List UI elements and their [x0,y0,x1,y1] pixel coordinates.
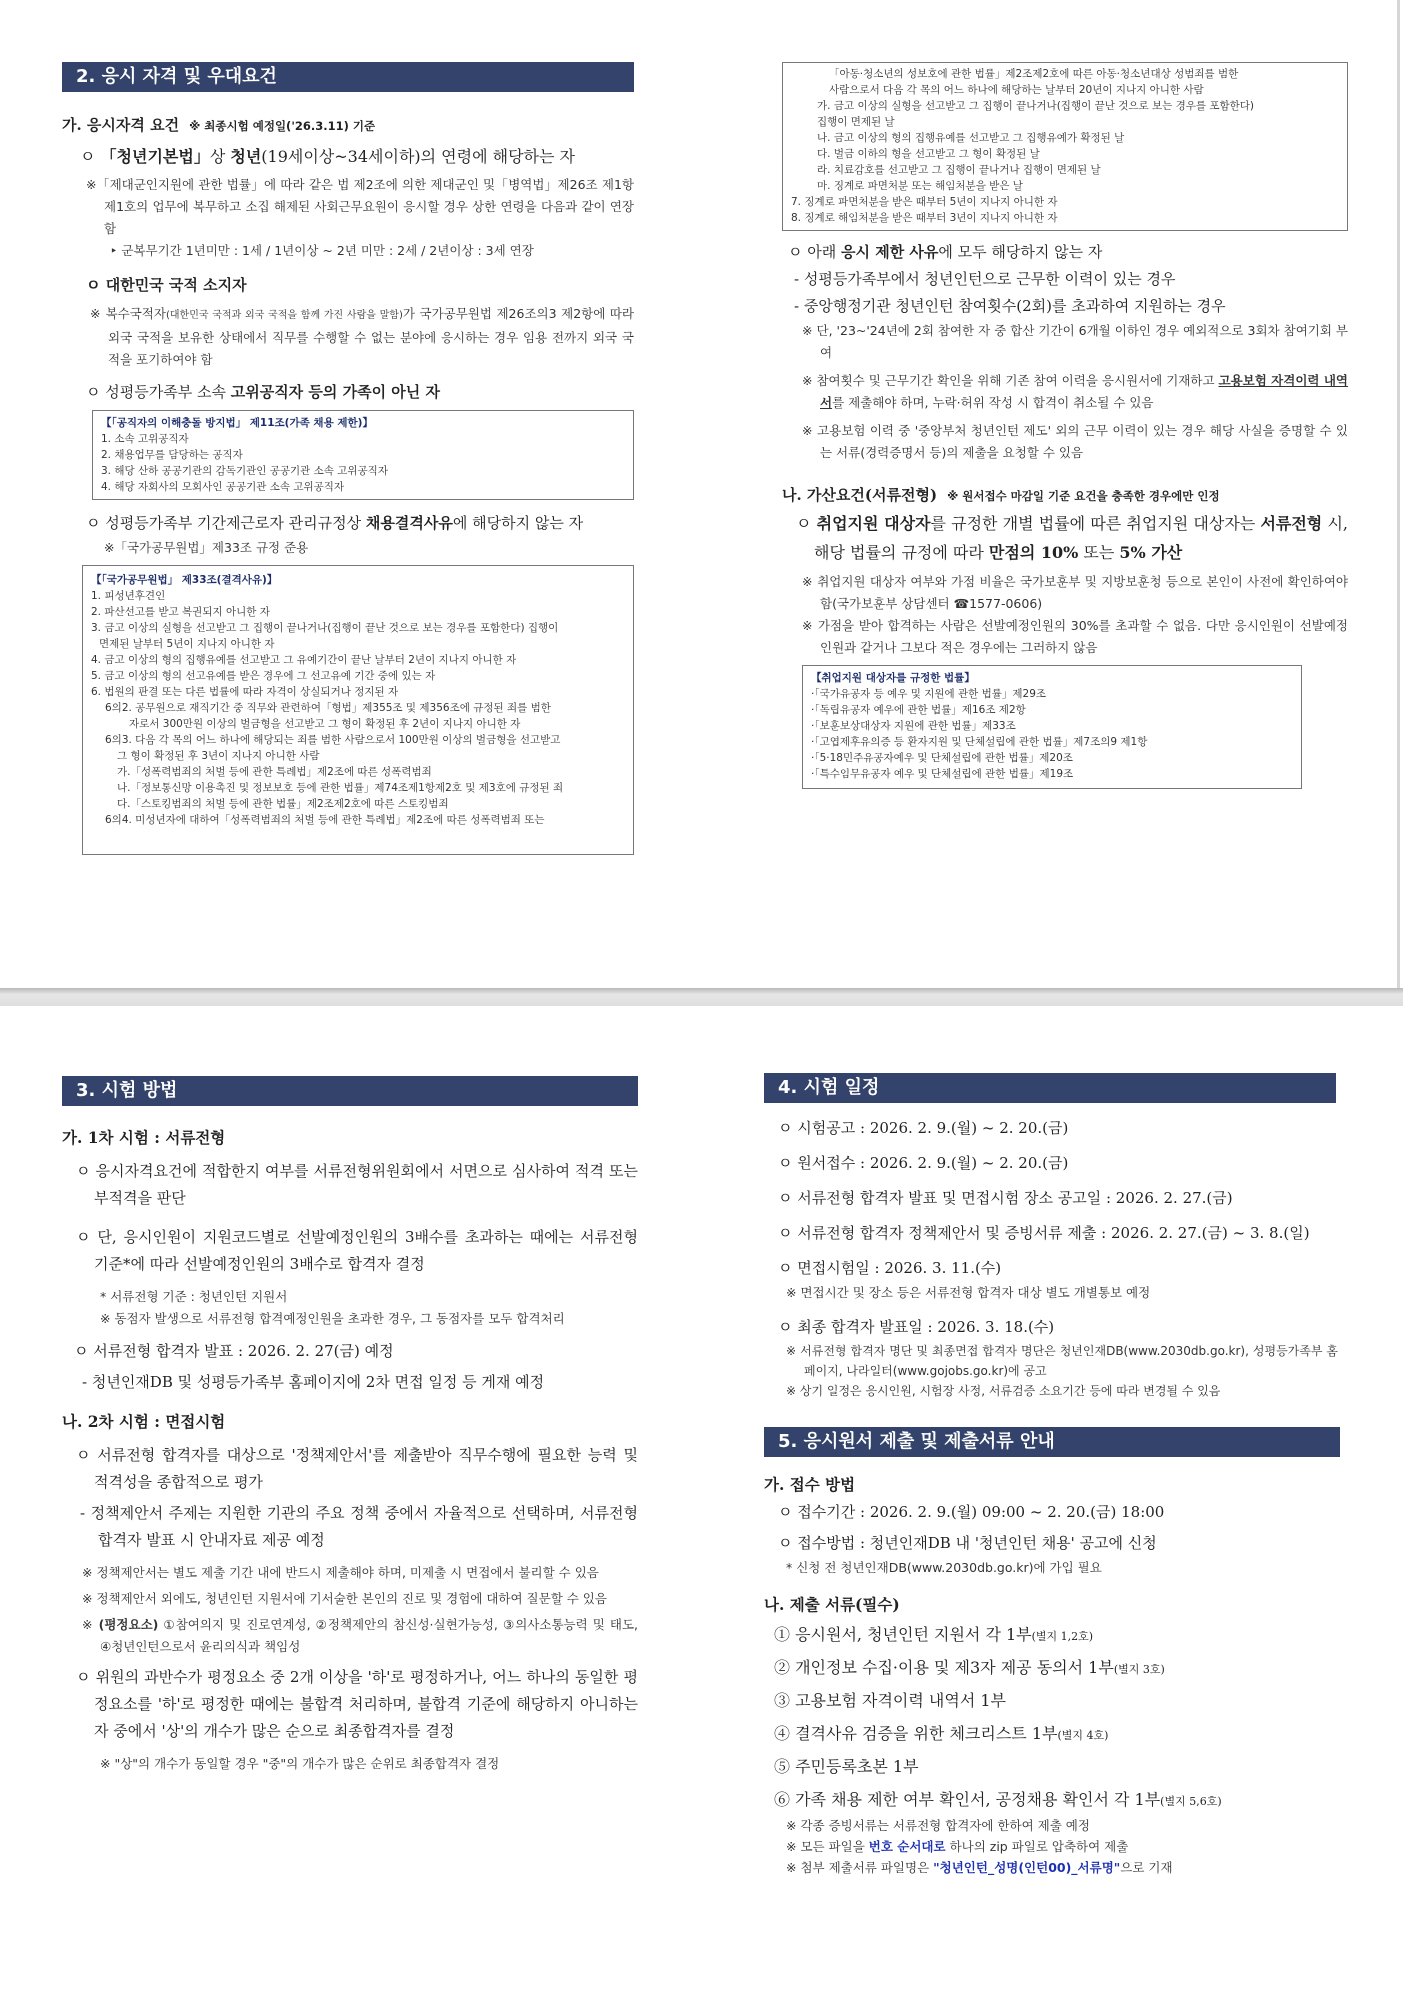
docs-note-1: ※ 각종 증빙서류는 서류전형 합격자에 한하여 제출 예정 [786,1818,1090,1833]
military-service-bullet: ‣ 군복무기간 1년미만 : 1세 / 1년이상 ~ 2년 미만 : 2세 / 2년이상 : 3세 연장 [110,243,534,258]
page-separator [0,988,1403,1006]
application-method-note: * 신청 전 청년인재DB(www.2030db.go.kr)에 가입 필요 [786,1560,1102,1575]
evaluation-criteria-note: ※ (평정요소) ①참여의지 및 진로연계성, ②정책제안의 참신성·실현가능성, ③의사소통능력 및 태도, ④청년인턴으로서 윤리의식과 책임성 [82,1617,638,1654]
docs-note-3: ※ 첨부 제출서류 파일명은 "청년인턴_성명(인턴00)_서류명"으로 기재 [786,1860,1173,1875]
document-page-1 [0,0,1400,988]
second-exam-tie-note: ※ "상"의 개수가 동일할 경우 "중"의 개수가 많은 순위로 최종합격자 결정 [100,1756,500,1771]
restriction-note-1: ※ 단, '23~'24년에 2회 참여한 자 중 합산 기간이 6개월 이하인 경우 예외적으로 3회차 참여기회 부여 [802,323,1348,360]
second-exam-heading: 나. 2차 시험 : 면접시험 [62,1412,226,1431]
section-4-header: 4. 시험 일정 [764,1073,1336,1103]
page-edge [1397,0,1400,988]
section-5-header: 5. 응시원서 제출 및 제출서류 안내 [764,1427,1340,1457]
first-exam-criteria-note: * 서류전형 기준 : 청년인턴 지원서 [100,1289,288,1304]
bonus-heading: 나. 가산요건(서류전형) ※ 원서접수 마감일 기준 요건을 충족한 경우에만 인정 [782,486,1220,504]
schedule-item: ㅇ 서류전형 합격자 발표 및 면접시험 장소 공고일 : 2026. 2. 27.(금) [778,1189,1233,1207]
second-exam-topic-note: - 정책제안서 주제는 지원한 기관의 주요 정책 중에서 자율적으로 선택하며, 서류전형 합격자 발표 시 안내자료 제공 예정 [80,1504,638,1549]
schedule-item: ㅇ 원서접수 : 2026. 2. 9.(월) ~ 2. 20.(금) [778,1154,1069,1172]
document-page-2 [0,1006,1400,1997]
interview-note: ※ 면접시간 및 장소 등은 서류전형 합격자 대상 별도 개별통보 예정 [786,1285,1151,1300]
application-method: ㅇ 접수방법 : 청년인재DB 내 '청년인턴 채용' 공고에 신청 [778,1534,1157,1552]
bonus-note-1: ※ 취업지원 대상자 여부와 가점 비율은 국가보훈부 및 지방보훈청 등으로 본인이 사전에 확인하여야 함(국가보훈부 상담센터 ☎1577-0606) [802,574,1348,611]
schedule-item: ㅇ 시험공고 : 2026. 2. 9.(월) ~ 2. 20.(금) [778,1119,1069,1137]
page2-left-column [62,1076,638,1775]
second-exam-item-1: ㅇ 서류전형 합격자를 대상으로 '정책제안서'를 제출받아 직무수행에 필요한 능력 및 적격성을 종합적으로 평가 [76,1446,638,1491]
age-extension-note: ※「제대군인지원에 관한 법률」에 따라 같은 법 제2조에 의한 제대군인 및「병역법」제26조 제1항 제1호의 업무에 복무하고 소집 해제된 사회근무요원이 응시할 경우 상한 연령을 다음과 같이 연장함 [86,177,634,236]
second-exam-item-2: ㅇ 위원의 과반수가 평정요소 중 2개 이상을 '하'로 평정하거나, 어느 하나의 동일한 평정요소를 '하'로 평정한 때에는 불합격 처리하며, 불합격 기준에 해당하지 아니하는 자 중에서 '상'의 개수가 많은 순으로 최종합격자를 결정 [76,1668,638,1740]
schedule-item: ㅇ 면접시험일 : 2026. 3. 11.(수) [778,1259,1002,1277]
civil-service-act-note: ※「국가공무원법」제33조 규정 준용 [104,540,309,555]
disqualification-box-continued: 「아동·청소년의 성보호에 관한 법률」제2조제2호에 따른 아동·청소년대상 성범죄를 범한 사람으로서 다음 각 목의 어느 하나에 해당하는 날부터 20년이 지나지 아니한 사람 가. 금고 이상의 실형을 선고받고 그 집행이 끝나거나(집행이 끝난 것으로 보는 경우를 포함한다) 집행이 면제된 날 나. 금고 이상의 형의 집행유예를 선고받고 그 집행유예가 확정된 날 다. 벌금 이하의 형을 선고받고 그 형이 확정된 날 라. 치료감호를 선고받고 그 집행이 끝나거나 집행이 면제된 날 마. 징계로 파면처분 또는 해임처분을 받은 날 7. 징계로 파면처분을 받은 때부터 5년이 지나지 아니한 자 8. 징계로 해임처분을 받은 때부터 3년이 지나지 아니한 자 [782,62,1348,231]
schedule-item: ㅇ 서류전형 합격자 정책제안서 및 증빙서류 제출 : 2026. 2. 27.(금) ~ 3. 8.(일) [778,1224,1310,1242]
bonus-note-2: ※ 가점을 받아 합격하는 사람은 선발예정인원의 30%를 초과할 수 없음. 다만 응시인원이 선발예정인원과 같거나 그보다 적은 경우에는 그러하지 않음 [802,618,1348,655]
required-doc-item: ② 개인정보 수집·이용 및 제3자 제공 동의서 1부(별지 3호) [774,1658,1165,1677]
page1-left-column [62,62,634,855]
first-exam-announcement: ㅇ 서류전형 합격자 발표 : 2026. 2. 27(금) 예정 [74,1342,394,1360]
first-exam-heading: 가. 1차 시험 : 서류전형 [62,1128,226,1147]
final-announcement-note-2: ※ 상기 일정은 응시인원, 시험장 사정, 서류검증 소요기간 등에 따라 변경될 수 있음 [786,1384,1221,1398]
employment-support-laws-box: 【취업지원 대상자를 규정한 법률】 ·「국가유공자 등 예우 및 지원에 관한 법률」제29조 ·「독립유공자 예우에 관한 법률」제16조 제2항 ·「보훈보상대상자 지원에 관한 법률」제33조 ·「고엽제후유의증 등 환자지원 및 단체설립에 관한 법률」제7조의9 제1항 ·「5·18민주유공자예우 및 단체설립에 관한 법률」제20조 ·「특수임무유공자 예우 및 단체설립에 관한 법률」제19조 [802,665,1302,789]
first-exam-item-2: ㅇ 단, 응시인원이 지원코드별로 선발예정인원의 3배수를 초과하는 때에는 서류전형 기준*에 따라 선발예정인원의 3배수로 합격자 결정 [76,1228,638,1273]
first-exam-tie-note: ※ 동점자 발생으로 서류전형 합격예정인원을 초과한 경우, 그 동점자를 모두 합격처리 [100,1311,565,1326]
requirement-restriction: ㅇ 아래 응시 제한 사유에 모두 해당하지 않는 자 [788,243,1103,261]
disqualification-box: 【「국가공무원법」 제33조(결격사유)】 1. 피성년후견인 2. 파산선고를 받고 복권되지 아니한 자 3. 금고 이상의 실형을 선고받고 그 집행이 끝나거나(집행이 끝난 것으로 보는 경우를 포함한다) 집행이 면제된 날부터 5년이 지나지 아니한 자 4. 금고 이상의 형의 집행유예를 선고받고 그 유예기간이 끝난 날부터 2년이 지나지 아니한 자 5. 금고 이상의 형의 선고유예를 받은 경우에 그 선고유예 기간 중에 있는 자 6. 법원의 판결 또는 다른 법률에 따라 자격이 상실되거나 정지된 자 6의2. 공무원으로 재직기간 중 직무와 관련하여「형법」제355조 및 제356조에 규정된 죄를 범한 자로서 300만원 이상의 벌금형을 선고받고 그 형이 확정된 후 2년이 지나지 아니한 자 6의3. 다음 각 목의 어느 하나에 해당되는 죄를 범한 사람으로서 100만원 이상의 벌금형을 선고받고 그 형이 확정된 후 3년이 지나지 아니한 사람 가.「성폭력범죄의 처벌 등에 관한 특례법」제2조에 따른 성폭력범죄 나.「정보통신망 이용촉진 및 정보보호 등에 관한 법률」제74조제1항제2호 및 제3호에 규정된 죄 다.「스토킹범죄의 처벌 등에 관한 법률」제2조제2호에 따른 스토킹범죄 6의4. 미성년자에 대하여「성폭력범죄의 처벌 등에 관한 특례법」제2조에 따른 성폭력범죄 또는 [82,565,634,855]
required-doc-item: ⑥ 가족 채용 제한 여부 확인서, 공정채용 확인서 각 1부(별지 5,6호) [774,1790,1222,1809]
first-exam-announcement-detail: - 청년인재DB 및 성평등가족부 홈페이지에 2차 면접 일정 등 게재 예정 [82,1373,545,1391]
section-2-header: 2. 응시 자격 및 우대요건 [62,62,634,92]
restriction-dash-2: - 중앙행정기관 청년인턴 참여횟수(2회)를 초과하여 지원하는 경우 [794,297,1226,315]
requirement-family: ㅇ 성평등가족부 소속 고위공직자 등의 가족이 아닌 자 [86,383,440,401]
restriction-note-2: ※ 참여횟수 및 근무기간 확인을 위해 기존 참여 이력을 응시원서에 기재하고 고용보험 자격이력 내역서를 제출해야 하며, 누락·허위 작성 시 합격이 취소될 수 있음 [802,373,1348,410]
requirement-nationality: ㅇ 대한민국 국적 소지자 [86,276,247,294]
application-method-heading: 가. 접수 방법 [764,1475,856,1494]
required-doc-item: ④ 결격사유 검증을 위한 체크리스트 1부(별지 4호) [774,1724,1109,1743]
restriction-dash-1: - 성평등가족부에서 청년인턴으로 근무한 이력이 있는 경우 [794,270,1176,288]
second-exam-note-2: ※ 정책제안서 외에도, 청년인턴 지원서에 기서술한 본인의 진로 및 경험에 대하여 질문할 수 있음 [82,1591,607,1606]
bonus-description: ㅇ 취업지원 대상자를 규정한 개별 법률에 따른 취업지원 대상자는 서류전형 시, 해당 법률의 규정에 따라 만점의 10% 또는 5% 가산 [796,514,1348,562]
conflict-of-interest-box: 【「공직자의 이해충돌 방지법」 제11조(가족 채용 제한)】 1. 소속 고위공직자 2. 채용업무를 담당하는 공직자 3. 해당 산하 공공기관의 감독기관인 공공기관 소속 고위공직자 4. 해당 자회사의 모회사인 공공기관 소속 고위공직자 [92,410,634,500]
required-doc-item: ① 응시원서, 청년인턴 지원서 각 1부(별지 1,2호) [774,1625,1094,1644]
section-3-header: 3. 시험 방법 [62,1076,638,1106]
page2-right-column [764,1073,1338,1878]
final-announcement: ㅇ 최종 합격자 발표일 : 2026. 3. 18.(수) [778,1318,1055,1336]
restriction-note-3: ※ 고용보험 이력 중 '중앙부처 청년인턴 제도' 외의 근무 이력이 있는 경우 해당 사실을 증명할 수 있는 서류(경력증명서 등)의 제출을 요청할 수 있음 [802,423,1348,460]
required-doc-item: ⑤ 주민등록초본 1부 [774,1757,919,1776]
requirement-disqualification: ㅇ 성평등가족부 기간제근로자 관리규정상 채용결격사유에 해당하지 않는 자 [86,514,584,532]
final-announcement-note-1: ※ 서류전형 합격자 명단 및 최종면접 합격자 명단은 청년인재DB(www.2030db.go.kr), 성평등가족부 홈페이지, 나라일터(www.gojobs.go.kr)에 공고 [786,1344,1338,1378]
dual-nationality-note: ※ 복수국적자(대한민국 국적과 외국 국적을 함께 가진 사람을 말함)가 국가공무원법 제26조의3 제2항에 따라 외국 국적을 보유한 상태에서 직무를 수행할 수 없는 분야에 응시하는 경우 임용 전까지 외국 국적을 포기하여야 함 [90,306,634,367]
second-exam-note-1: ※ 정책제안서는 별도 제출 기간 내에 반드시 제출해야 하며, 미제출 시 면접에서 불리할 수 있음 [82,1565,599,1580]
requirement-age: ㅇ 「청년기본법」상 청년(19세이상~34세이하)의 연령에 해당하는 자 [80,147,576,166]
qualification-heading: 가. 응시자격 요건 ※ 최종시험 예정일('26.3.11) 기준 [62,116,376,134]
application-period: ㅇ 접수기간 : 2026. 2. 9.(월) 09:00 ~ 2. 20.(금) 18:00 [778,1503,1165,1521]
page1-right-column [782,62,1348,789]
first-exam-item-1: ㅇ 응시자격요건에 적합한지 여부를 서류전형위원회에서 서면으로 심사하여 적격 또는 부적격을 판단 [76,1162,638,1207]
required-doc-item: ③ 고용보험 자격이력 내역서 1부 [774,1691,1006,1710]
docs-note-2: ※ 모든 파일을 번호 순서대로 하나의 zip 파일로 압축하여 제출 [786,1839,1129,1854]
required-docs-heading: 나. 제출 서류(필수) [764,1595,900,1614]
